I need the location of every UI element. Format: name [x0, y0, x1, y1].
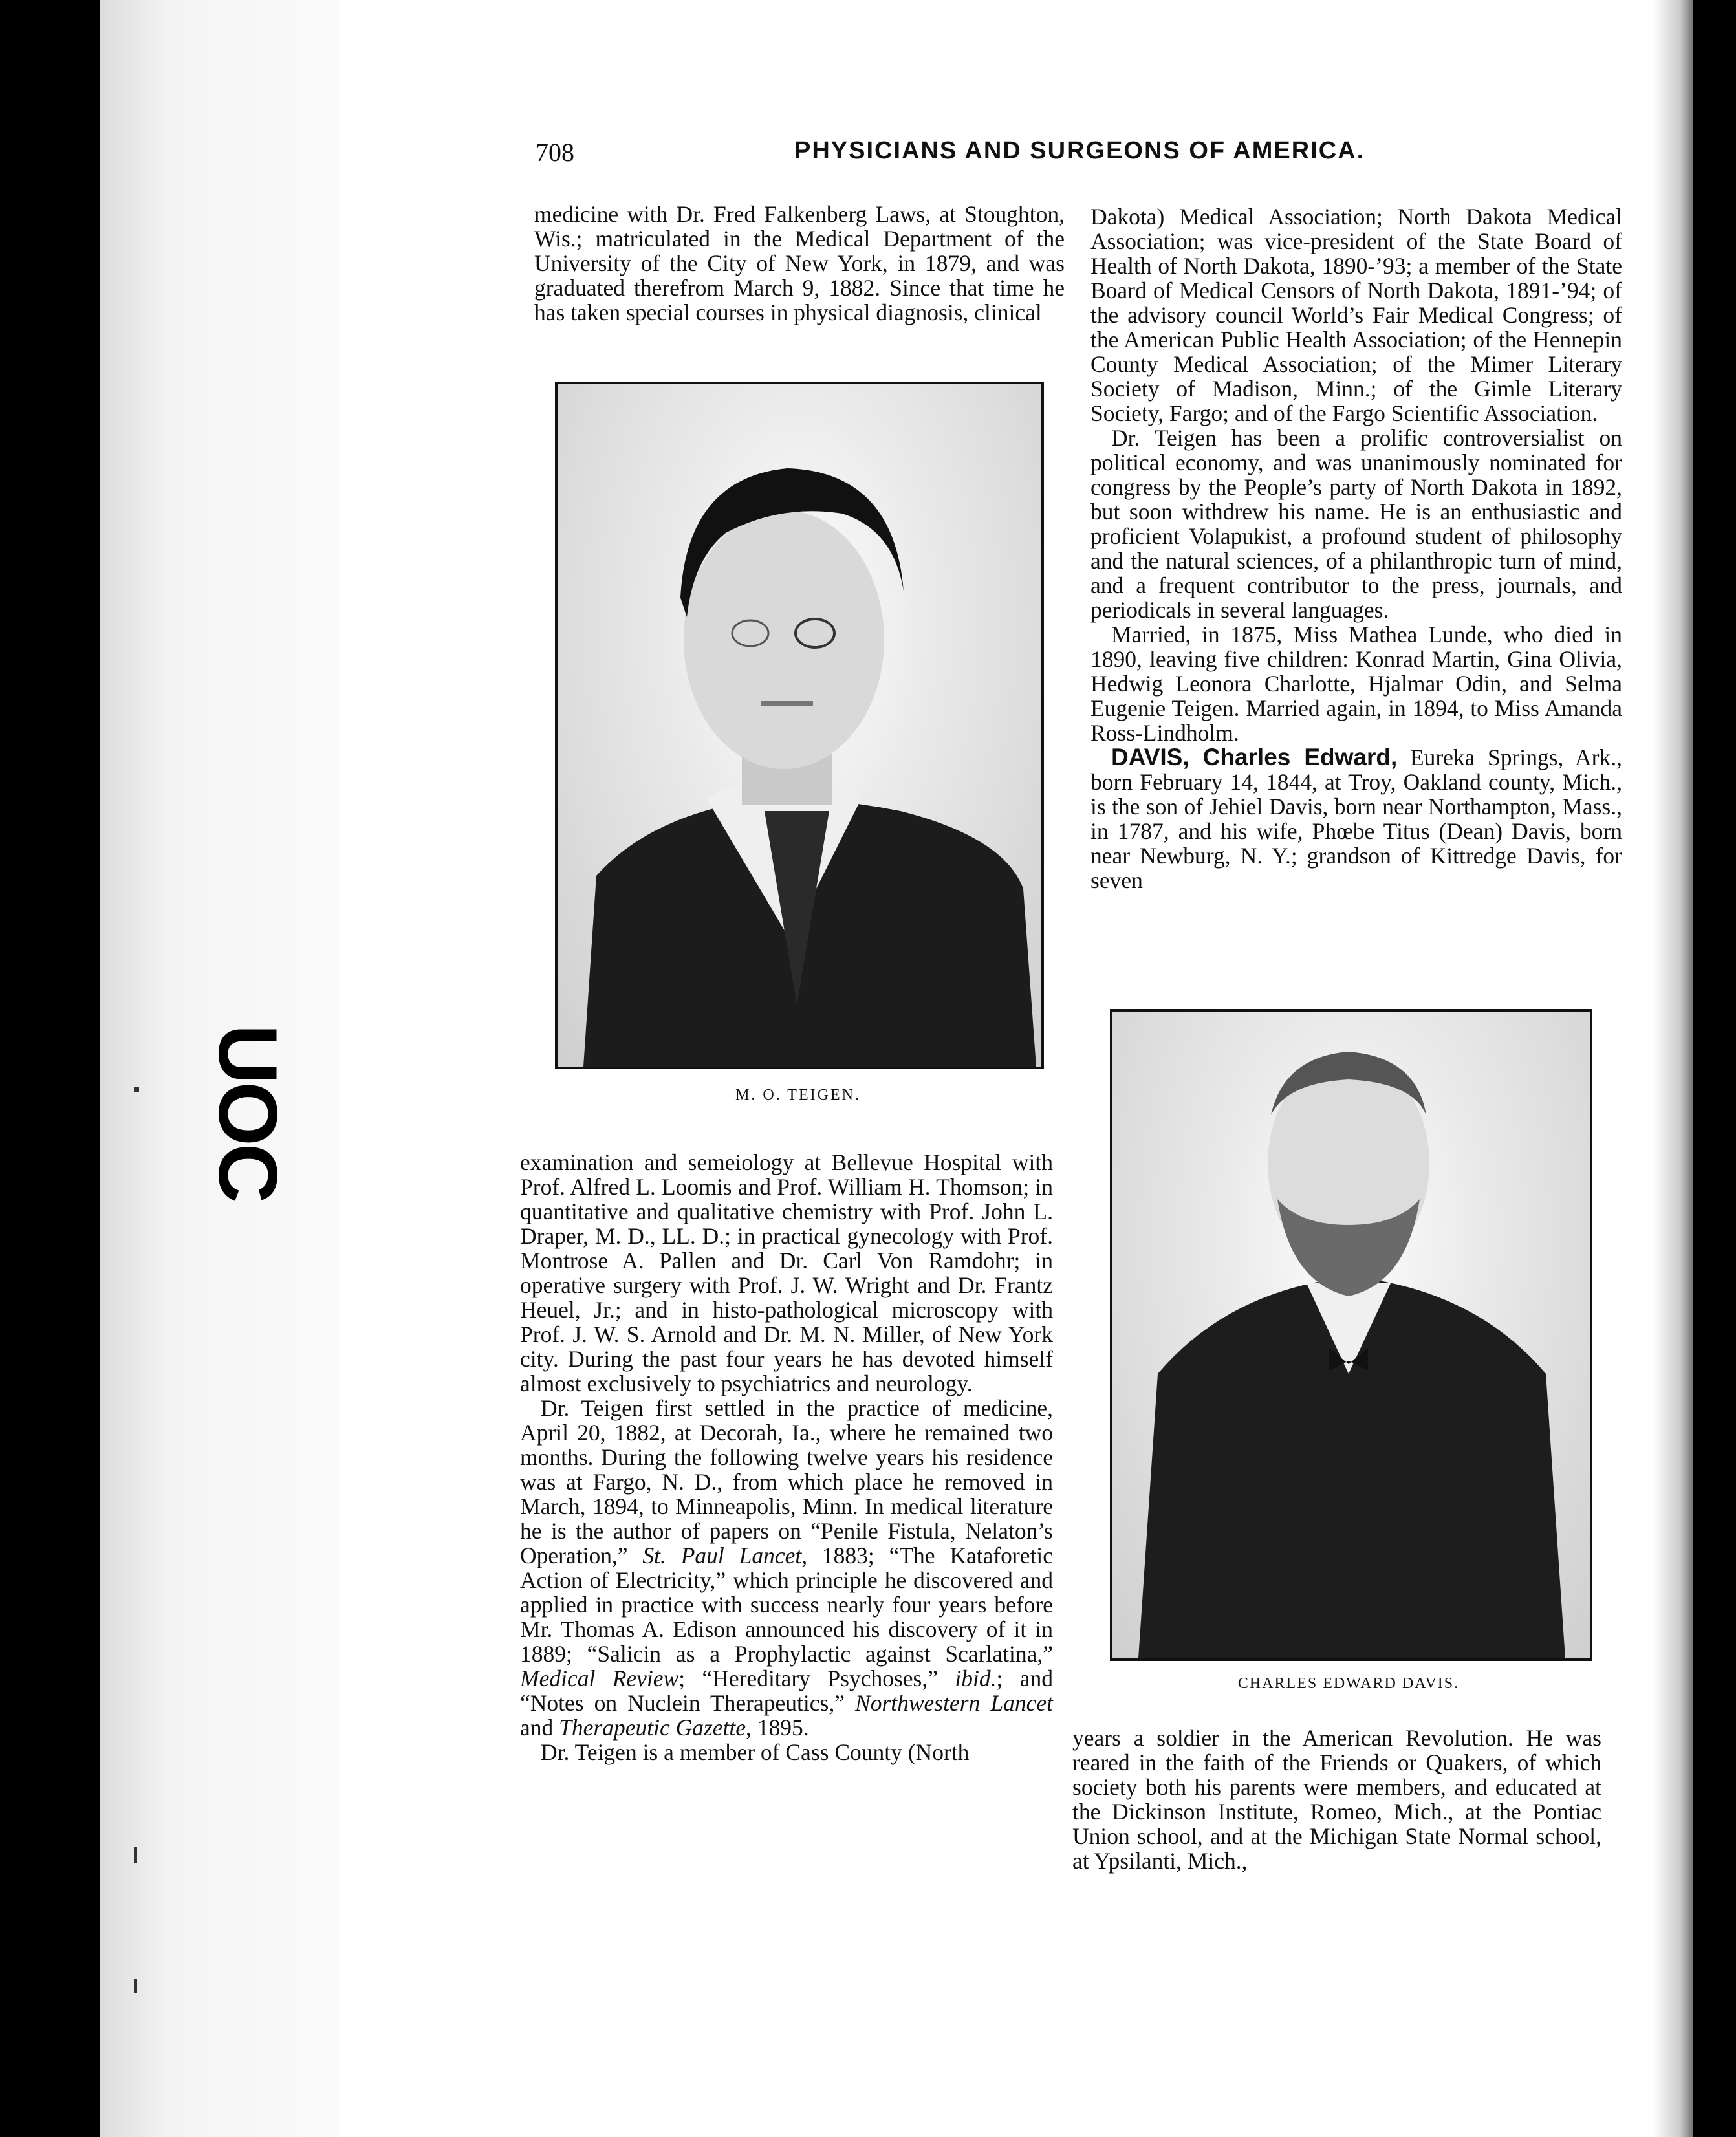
journal-title: Northwestern Lancet [855, 1690, 1053, 1716]
paragraph: Dakota) Medical Association; North Dakota Medical Association; was vice-president of the State Board of Health of North Dakota, 1890-’93; a member of the State Board of Medical Censors of North Dakota, 1891-’94; of the advisory council World’s Fair Medical Congress; of the American Public Health Association; of the Hennepin County Medical Association; of the Mimer Literary Society of Madison, Minn.; of the Gimle Literary Society, Fargo; and of the Fargo Scientific Association. [1090, 204, 1622, 426]
paragraph-davis-entry [1090, 745, 1622, 893]
entry-name: DAVIS, Charles Edward, [1111, 744, 1398, 770]
text-run: , 1895. [746, 1715, 809, 1741]
caption-teigen: M. O. TEIGEN. [735, 1087, 861, 1103]
text-run: and [520, 1715, 559, 1741]
portrait-davis [1110, 1009, 1592, 1661]
margin-tick [134, 1979, 137, 1993]
journal-title: St. Paul Lancet [642, 1543, 802, 1568]
paragraph: Dr. Teigen is a member of Cass County (North [541, 1739, 970, 1765]
portrait-davis-image [1112, 1012, 1590, 1658]
caption-davis: CHARLES EDWARD DAVIS. [1237, 1675, 1460, 1692]
paragraph-publications [520, 1396, 1053, 1740]
page-number: 708 [536, 138, 574, 167]
spine-shadow [1653, 0, 1698, 2137]
right-column-bottom [1072, 1726, 1601, 1873]
paragraph: medicine with Dr. Fred Falkenberg Laws, at Stoughton, Wis.; matriculated in the Medical Department of the University of the City of New York, in 1879, and was graduated therefrom March 9, 1882. Since that time he has taken special courses in physical diagnosis, clinical [534, 201, 1065, 325]
scan-border-right [1693, 0, 1736, 2137]
text-run: ; and “Notes on Nuclein Therapeutics,” [520, 1665, 1053, 1716]
journal-title: Therapeutic Gazette [559, 1715, 746, 1741]
left-column-top [534, 202, 1065, 325]
page-header [536, 137, 1371, 176]
paragraph: years a soldier in the American Revolution. He was reared in the faith of the Friends or Quakers, of which society both his parents were members, and educated at the Dickinson Institute, Romeo, Mich., at the Pontiac Union school, and at the Michigan State Normal school, at Ypsilanti, Mich., [1072, 1725, 1601, 1874]
text-run: Eureka Springs, Ark., born February 14, 1844, at Troy, Oakland county, Mich., is the son of Jehiel Davis, born near Northampton, Mass., in 1787, and his wife, Phœbe Titus (Dean) Davis, born near Newburg, N. Y.; grandson of Kittredge Davis, for seven [1090, 744, 1623, 893]
right-column-top [1090, 204, 1622, 893]
margin-stamp: UOC [201, 1024, 294, 1201]
running-title: PHYSICIANS AND SURGEONS OF AMERICA. [794, 137, 1365, 164]
journal-title: Medical Review [520, 1665, 679, 1691]
paragraph: examination and semeiology at Bellevue Hospital with Prof. Alfred L. Loomis and Prof. William H. Thomson; in quantitative and qualitative chemistry with Prof. John L. Draper, M. D., LL. D.; in practical gynecology with Prof. Montrose A. Pallen and Dr. Carl Von Ramdohr; in operative surgery with Prof. J. W. Wright and Dr. Frantz Heuel, Jr.; and in histo-pathological microscopy with Prof. J. W. S. Arnold and Dr. M. N. Miller, of New York city. During the past four years he has devoted himself almost exclusively to psychiatrics and neurology. [520, 1149, 1053, 1396]
left-column-bottom [520, 1150, 1053, 1764]
margin-tick [134, 1847, 137, 1863]
paragraph: Married, in 1875, Miss Mathea Lunde, who died in 1890, leaving five children: Konrad Martin, Gina Olivia, Hedwig Leonora Charlotte, Hjalmar Odin, and Selma Eugenie Teigen. Married again, in 1894, to Miss Amanda Ross-Lindholm. [1090, 622, 1622, 746]
paragraph: Dr. Teigen has been a prolific controversialist on political economy, and was unanimously nominated for congress by the People’s party of North Dakota in 1892, but soon withdrew his name. He is an enthusiastic and proficient Volapukist, a profound student of philosophy and the natural sciences, of a philanthropic turn of mind, and a frequent contributor to the press, journals, and periodicals in several languages. [1090, 425, 1622, 623]
portrait-teigen [555, 382, 1044, 1069]
margin-dot [134, 1087, 139, 1092]
journal-title: ibid. [955, 1665, 997, 1691]
text-run: , 1883; “The Kataforetic Action of Electricity,” which principle he discovered and applied in practice with success nearly four years before Mr. Thomas A. Edison announced his discovery of it in 1889; “Salicin as a Prophylactic against Scarlatina,” [520, 1543, 1053, 1667]
text-run: ; “Hereditary Psychoses,” [678, 1665, 955, 1691]
portrait-teigen-image [558, 384, 1041, 1067]
text-run: Dr. Teigen first settled in the practice of medicine, April 20, 1882, at Decorah, Ia., where he remained two months. During the following twelve years his residence was at Fargo, N. D., from which place he removed in March, 1894, to Minneapolis, Minn. In medical literature he is the author of papers on “Penile Fistula, Nelaton’s Operation,” [520, 1395, 1053, 1568]
